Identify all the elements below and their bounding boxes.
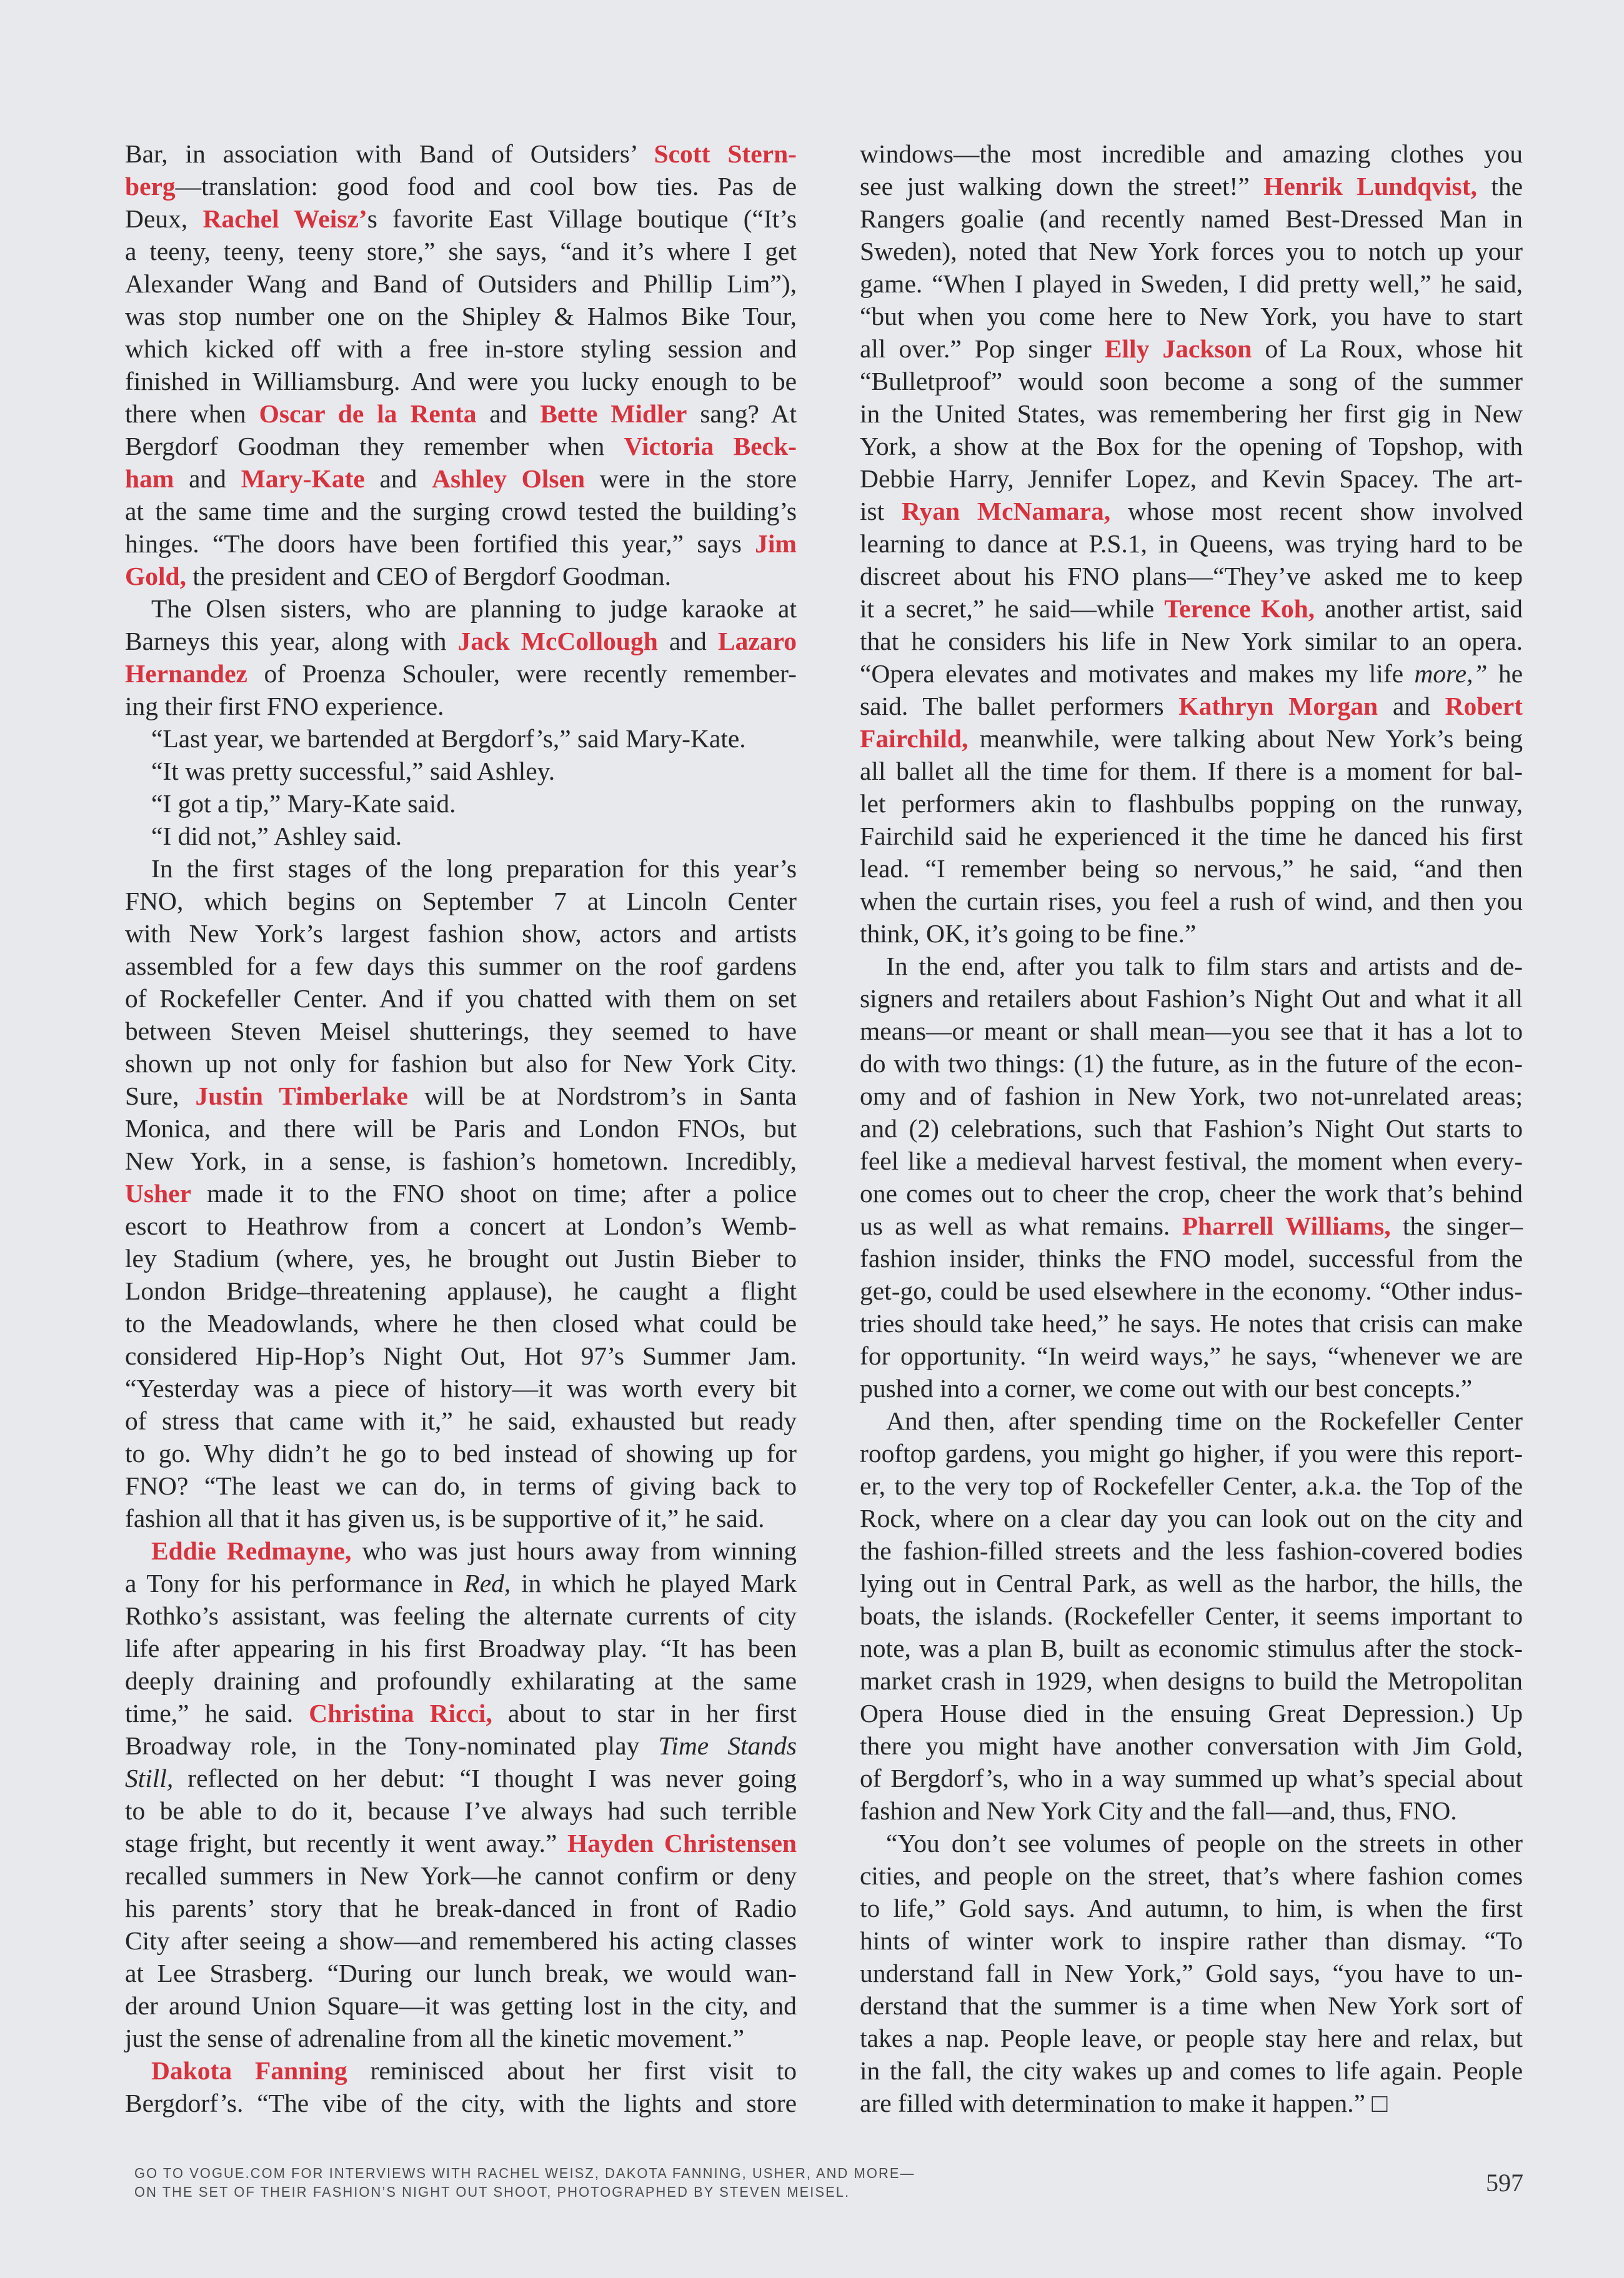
text-line [860, 137, 1523, 170]
body-text: whose most recent show involved [1110, 497, 1523, 525]
highlighted-name: Gold, [125, 562, 187, 590]
text-line [860, 917, 1523, 950]
body-text: “Last year, we bartended at Bergdorf’s,” said Mary-Kate. [151, 724, 746, 753]
text-line [860, 1567, 1523, 1599]
body-text: In the first stages of the long preparation for this year’s [151, 854, 797, 883]
text-line [860, 690, 1523, 722]
highlighted-name: Terence Koh, [1164, 594, 1315, 623]
body-text: there when [125, 399, 259, 428]
text-line [125, 1145, 797, 1177]
body-text: Rock, where on a clear day you can look out on the city and [860, 1504, 1523, 1533]
text-line [860, 170, 1523, 202]
text-line [125, 202, 797, 235]
text-line [860, 2022, 1523, 2054]
text-line [125, 1080, 797, 1112]
highlighted-name: Hayden Christensen [567, 1829, 797, 1858]
text-line [860, 202, 1523, 235]
body-text: at the same time and the surging crowd tested the building’s [125, 497, 797, 525]
text-line [860, 1599, 1523, 1632]
text-line [125, 495, 797, 527]
text-line [860, 1242, 1523, 1275]
body-text: pushed into a corner, we come out with our best concepts.” [860, 1374, 1473, 1403]
text-line [860, 332, 1523, 365]
body-text: Deux, [125, 204, 203, 233]
body-text: to life,” Gold says. And autumn, to him, is when the first [860, 1894, 1523, 1922]
text-line [860, 397, 1523, 430]
body-text: —translation: good food and cool bow ties. Pas de [175, 172, 797, 201]
text-line [125, 592, 797, 625]
body-text: “It was pretty successful,” said Ashley. [151, 757, 555, 785]
text-line [125, 462, 797, 495]
highlighted-name: Kathryn Morgan [1178, 692, 1378, 720]
body-text: the singer– [1390, 1211, 1523, 1240]
text-line [860, 527, 1523, 560]
body-text: will be at Nordstrom’s in Santa [407, 1082, 797, 1110]
body-text: of stress that came with it,” he said, exhausted but ready [125, 1406, 797, 1435]
text-line [125, 1924, 797, 1957]
text-line [125, 1307, 797, 1340]
body-text: all over.” Pop singer [860, 334, 1105, 363]
body-text: derstand that the summer is a time when New York sort of [860, 1991, 1523, 2020]
body-text: New York, in a sense, is fashion’s hometown. Incredibly, [125, 1146, 797, 1175]
text-line [125, 1859, 797, 1892]
text-line [125, 267, 797, 300]
highlighted-name: berg [125, 172, 176, 201]
body-text: boats, the islands. (Rockefeller Center, it seems important to [860, 1601, 1523, 1630]
text-line [125, 722, 797, 755]
body-text: “I got a tip,” Mary-Kate said. [151, 789, 456, 818]
body-text: “I did not,” Ashley said. [151, 822, 402, 850]
text-line [860, 300, 1523, 332]
body-text: shown up not only for fashion but also for New York City. [125, 1049, 797, 1078]
body-text: City after seeing a show—and remembered his acting classes [125, 1926, 797, 1955]
body-text: tries should take heed,” he says. He notes that crisis can make [860, 1309, 1523, 1338]
body-text: Alexander Wang and Band of Outsiders and Phillip Lim”), [125, 269, 797, 298]
text-line [125, 1534, 797, 1567]
body-text: and [364, 464, 432, 493]
body-text: rooftop gardens, you might go higher, if you were this report- [860, 1439, 1523, 1468]
text-line [860, 560, 1523, 592]
highlighted-name: Jack McCollough [457, 627, 658, 655]
text-line [125, 300, 797, 332]
body-text: “You don’t see volumes of people on the streets in other [886, 1829, 1523, 1858]
body-text: means—or meant or shall mean—you see that it has a lot to [860, 1017, 1523, 1045]
body-text: Bergdorf Goodman they remember when [125, 432, 624, 460]
text-line [125, 982, 797, 1015]
text-line [860, 2087, 1523, 2119]
body-text: Sure, [125, 1082, 196, 1110]
text-line [125, 430, 797, 462]
text-line [860, 1859, 1523, 1892]
text-line [125, 1405, 797, 1437]
text-line [860, 885, 1523, 917]
text-line [125, 1697, 797, 1729]
body-text: finished in Williamsburg. And were you lucky enough to be [125, 367, 797, 395]
text-line [860, 625, 1523, 657]
text-line [125, 885, 797, 917]
body-text: recalled summers in New York—he cannot confirm or deny [125, 1861, 797, 1890]
text-line [860, 1924, 1523, 1957]
body-text: for opportunity. “In weird ways,” he says, “whenever we are [860, 1341, 1523, 1370]
body-text: time,” he said. [125, 1699, 309, 1728]
text-line [860, 1080, 1523, 1112]
text-line [860, 1177, 1523, 1210]
text-line [860, 1145, 1523, 1177]
body-text: “Opera elevates and motivates and makes my life [860, 659, 1415, 688]
italic-text: more,” [1414, 659, 1488, 688]
text-line [860, 1892, 1523, 1924]
body-text: The Olsen sisters, who are planning to judge karaoke at [151, 594, 797, 623]
body-text: to go. Why didn’t he go to bed instead of showing up for [125, 1439, 797, 1468]
body-text: meanwhile, were talking about New York’s being [968, 724, 1523, 753]
body-text: to be able to do it, because I’ve always had such terrible [125, 1796, 797, 1825]
text-line [860, 1762, 1523, 1794]
text-line [860, 365, 1523, 397]
body-text: Rangers goalie (and recently named Best-Dressed Man in [860, 204, 1523, 233]
body-text: note, was a plan B, built as economic stimulus after the stock- [860, 1634, 1523, 1663]
highlighted-name: Jim [755, 529, 797, 558]
body-text: er, to the very top of Rockefeller Center, a.k.a. the Top of the [860, 1471, 1523, 1500]
text-line [125, 137, 797, 170]
body-text: fashion insider, thinks the FNO model, successful from the [860, 1244, 1523, 1273]
highlighted-name: Oscar de la Renta [259, 399, 477, 428]
text-line [125, 657, 797, 690]
text-line [860, 1307, 1523, 1340]
text-line [125, 527, 797, 560]
body-text: stage fright, but recently it went away.” [125, 1829, 567, 1858]
footer-credit [134, 2164, 915, 2201]
text-line [125, 2054, 797, 2087]
text-line [860, 1664, 1523, 1697]
body-text: cities, and people on the street, that’s where fashion comes [860, 1861, 1523, 1890]
text-line [860, 820, 1523, 852]
text-line [860, 982, 1523, 1015]
body-text: windows—the most incredible and amazing clothes you [860, 139, 1523, 168]
highlighted-name: Elly Jackson [1104, 334, 1252, 363]
text-line [125, 625, 797, 657]
body-text: and [476, 399, 541, 428]
body-text: takes a nap. People leave, or people stay here and relax, but [860, 2024, 1523, 2052]
body-text: feel like a medieval harvest festival, the moment when every- [860, 1146, 1523, 1175]
text-line [860, 1697, 1523, 1729]
body-text: see just walking down the street!” [860, 172, 1264, 201]
body-text: a teeny, teeny, teeny store,” she says, “and it’s where I get [125, 237, 797, 266]
text-line [125, 787, 797, 820]
highlighted-name: Scott Stern- [654, 139, 797, 168]
body-text: lead. “I remember being so nervous,” he said, “and then [860, 854, 1523, 883]
highlighted-name: Eddie Redmayne, [151, 1536, 352, 1565]
text-line [125, 332, 797, 365]
text-line [860, 267, 1523, 300]
highlighted-name: Hernandez [125, 659, 247, 688]
text-line [125, 170, 797, 202]
body-text: Debbie Harry, Jennifer Lopez, and Kevin Spacey. The art- [860, 464, 1523, 493]
text-line [125, 1502, 797, 1534]
text-line [125, 917, 797, 950]
text-line [125, 950, 797, 982]
body-text: it a secret,” he said—while [860, 594, 1165, 623]
body-text: with New York’s largest fashion show, actors and artists [125, 919, 797, 948]
body-text: were in the store [585, 464, 797, 493]
highlighted-name: Bette Midler [540, 399, 687, 428]
text-line [860, 1794, 1523, 1827]
body-text: and [657, 627, 718, 655]
footer-line: GO TO VOGUE.COM FOR INTERVIEWS WITH RACHEL WEISZ, DAKOTA FANNING, USHER, AND MORE— [134, 2165, 915, 2181]
body-text: hints of winter work to inspire rather than dismay. “To [860, 1926, 1523, 1955]
body-text: Broadway role, in the Tony-nominated play [125, 1731, 659, 1760]
body-text: in the United States, was remembering her first gig in New [860, 399, 1523, 428]
text-line [125, 690, 797, 722]
text-line [125, 1827, 797, 1859]
text-line [125, 1372, 797, 1405]
text-line [125, 1437, 797, 1470]
text-line [125, 1892, 797, 1924]
text-line [125, 365, 797, 397]
body-text: at Lee Strasberg. “During our lunch break, we would wan- [125, 1959, 797, 1987]
text-line [860, 2054, 1523, 2087]
text-line [125, 1599, 797, 1632]
text-line [860, 657, 1523, 690]
text-line [125, 1470, 797, 1502]
text-line [125, 852, 797, 885]
body-text: when the curtain rises, you feel a rush of wind, and then you [860, 887, 1523, 915]
highlighted-name: ham [125, 464, 174, 493]
text-line [125, 1210, 797, 1242]
highlighted-name: Lazaro [717, 627, 797, 655]
body-text: about to star in her first [492, 1699, 797, 1728]
body-text: s favorite East Village boutique (“It’s [367, 204, 797, 233]
body-text: FNO, which begins on September 7 at Lincoln Center [125, 887, 797, 915]
text-line [125, 1762, 797, 1794]
text-line [860, 1470, 1523, 1502]
body-text: in which he played Mark [511, 1569, 797, 1598]
text-line [860, 787, 1523, 820]
highlighted-name: Justin Timberlake [195, 1082, 408, 1110]
body-text: assembled for a few days this summer on the roof gardens [125, 952, 797, 980]
body-text: der around Union Square—it was getting lost in the city, and [125, 1991, 797, 2020]
body-text: market crash in 1929, when designs to build the Metropolitan [860, 1666, 1523, 1695]
text-line [860, 722, 1523, 755]
body-text: to the Meadowlands, where he then closed what could be [125, 1309, 797, 1338]
body-text: another artist, said [1315, 594, 1523, 623]
text-line [860, 462, 1523, 495]
text-line [860, 1632, 1523, 1664]
text-line [125, 397, 797, 430]
body-text: fashion all that it has given us, is be supportive of it,” he said. [125, 1504, 765, 1533]
body-text: Monica, and there will be Paris and London FNOs, but [125, 1114, 797, 1143]
highlighted-name: Rachel Weisz’ [202, 204, 367, 233]
body-text: was stop number one on the Shipley & Halmos Bike Tour, [125, 302, 797, 331]
body-text: ing their first FNO experience. [125, 692, 444, 720]
text-line [860, 1957, 1523, 1989]
text-line [125, 1957, 797, 1989]
text-line [125, 1567, 797, 1599]
text-line [860, 1729, 1523, 1762]
body-text: deeply draining and profoundly exhilarating at the same [125, 1666, 797, 1695]
body-text: the [1477, 172, 1523, 201]
article-column-left [125, 137, 797, 2119]
highlighted-name: Mary-Kate [241, 464, 365, 493]
body-text: get-go, could be used elsewhere in the economy. “Other indus- [860, 1276, 1523, 1305]
body-text: considered Hip-Hop’s Night Out, Hot 97’s Summer Jam. [125, 1341, 797, 1370]
body-text: he [1487, 659, 1523, 688]
body-text: sang? At [687, 399, 797, 428]
body-text: learning to dance at P.S.1, in Queens, was trying hard to be [860, 529, 1523, 558]
body-text: of La Roux, whose hit [1252, 334, 1523, 363]
body-text: reminisced about her first visit to [347, 2056, 797, 2085]
text-line [125, 820, 797, 852]
highlighted-name: Fairchild, [860, 724, 969, 753]
text-line [125, 235, 797, 267]
body-text: understand fall in New York,” Gold says, “you have to un- [860, 1959, 1523, 1987]
text-line [860, 1534, 1523, 1567]
body-text: Sweden), noted that New York forces you to notch up your [860, 237, 1523, 266]
text-line [125, 1242, 797, 1275]
text-line [125, 2087, 797, 2119]
highlighted-name: Robert [1445, 692, 1523, 720]
body-text: us as well as what remains. [860, 1211, 1182, 1240]
text-line [860, 1275, 1523, 1307]
highlighted-name: Ryan McNamara, [902, 497, 1111, 525]
text-line [860, 235, 1523, 267]
body-text: and (2) celebrations, such that Fashion’s Night Out starts to [860, 1114, 1523, 1143]
body-text: of Bergdorf’s, who in a way summed up what’s special about [860, 1764, 1523, 1793]
text-line [125, 1729, 797, 1762]
body-text: discreet about his FNO plans—“They’ve asked me to keep [860, 562, 1523, 590]
text-line [125, 1794, 797, 1827]
highlighted-name: Victoria Beck- [624, 432, 797, 460]
body-text: there you might have another conversation with Jim Gold, [860, 1731, 1523, 1760]
body-text: his parents’ story that he break-danced in front of Radio [125, 1894, 797, 1922]
body-text: one comes out to cheer the crop, cheer the work that’s behind [860, 1179, 1523, 1208]
text-line [860, 755, 1523, 787]
text-line [125, 1047, 797, 1080]
highlighted-name: Dakota Fanning [151, 2056, 347, 2085]
body-text: fashion and New York City and the fall—and, thus, FNO. [860, 1796, 1457, 1825]
text-line [860, 592, 1523, 625]
text-line [860, 1340, 1523, 1372]
text-line [860, 495, 1523, 527]
body-text: lying out in Central Park, as well as the harbor, the hills, the [860, 1569, 1523, 1598]
body-text: ist [860, 497, 902, 525]
text-line [125, 1177, 797, 1210]
body-text: Bar, in association with Band of Outsiders’ [125, 139, 654, 168]
text-line [860, 950, 1523, 982]
text-line [860, 1047, 1523, 1080]
text-line [860, 1827, 1523, 1859]
text-line [860, 1405, 1523, 1437]
body-text: omy and of fashion in New York, two not-unrelated areas; [860, 1082, 1523, 1110]
text-line [125, 1664, 797, 1697]
highlighted-name: Henrik Lundqvist, [1263, 172, 1477, 201]
body-text: York, a show at the Box for the opening of Topshop, with [860, 432, 1523, 460]
text-line [860, 852, 1523, 885]
body-text: Fairchild said he experienced it the time he danced his first [860, 822, 1523, 850]
body-text: Barneys this year, along with [125, 627, 458, 655]
body-text: and [174, 464, 241, 493]
body-text: a Tony for his performance in [125, 1569, 464, 1598]
italic-text: Red, [464, 1569, 511, 1598]
body-text: ley Stadium (where, yes, he brought out Justin Bieber to [125, 1244, 797, 1273]
body-text: think, OK, it’s going to be fine.” [860, 919, 1197, 948]
text-line [860, 1437, 1523, 1470]
body-text: the president and CEO of Bergdorf Goodman. [186, 562, 672, 590]
body-text: hinges. “The doors have been fortified this year,” says [125, 529, 755, 558]
body-text: And then, after spending time on the Rockefeller Center [886, 1406, 1523, 1435]
body-text: Opera House died in the ensuing Great Depression.) Up [860, 1699, 1523, 1728]
body-text: are filled with determination to make it happen.” □ [860, 2089, 1388, 2117]
body-text: just the sense of adrenaline from all the kinetic movement.” [125, 2024, 745, 2052]
italic-text: Still, [125, 1764, 174, 1793]
text-line [125, 2022, 797, 2054]
body-text: who was just hours away from winning [351, 1536, 797, 1565]
body-text: London Bridge–threatening applause), he caught a flight [125, 1276, 797, 1305]
body-text: do with two things: (1) the future, as in the future of the econ- [860, 1049, 1523, 1078]
body-text: of Proenza Schouler, were recently remember- [247, 659, 797, 688]
italic-text: Time Stands [658, 1731, 797, 1760]
highlighted-name: Ashley Olsen [432, 464, 585, 493]
body-text: the fashion-filled streets and the less fashion-covered bodies [860, 1536, 1523, 1565]
body-text: said. The ballet performers [860, 692, 1179, 720]
text-line [860, 430, 1523, 462]
body-text: made it to the FNO shoot on time; after a police [191, 1179, 797, 1208]
body-text: game. “When I played in Sweden, I did pretty well,” he said, [860, 269, 1523, 298]
body-text: In the end, after you talk to film stars and artists and de- [886, 952, 1523, 980]
body-text: Bergdorf’s. “The vibe of the city, with the lights and store [125, 2089, 797, 2117]
body-text: Rothko’s assistant, was feeling the alternate currents of city [125, 1601, 797, 1630]
body-text: life after appearing in his first Broadway play. “It has been [125, 1634, 797, 1663]
body-text: signers and retailers about Fashion’s Night Out and what it all [860, 984, 1523, 1013]
text-line [860, 1015, 1523, 1047]
text-line [125, 560, 797, 592]
body-text: reflected on her debut: “I thought I was never going [173, 1764, 797, 1793]
highlighted-name: Christina Ricci, [309, 1699, 492, 1728]
text-line [860, 1210, 1523, 1242]
text-line [125, 1989, 797, 2022]
body-text: that he considers his life in New York similar to an opera. [860, 627, 1523, 655]
highlighted-name: Pharrell Williams, [1182, 1211, 1391, 1240]
body-text: “but when you come here to New York, you have to start [860, 302, 1523, 331]
text-line [860, 1989, 1523, 2022]
text-line [125, 1632, 797, 1664]
body-text: between Steven Meisel shutterings, they seemed to have [125, 1017, 797, 1045]
body-text: escort to Heathrow from a concert at London’s Wemb- [125, 1211, 797, 1240]
highlighted-name: Usher [125, 1179, 192, 1208]
text-line [125, 755, 797, 787]
body-text: and [1378, 692, 1445, 720]
article-column-right [860, 137, 1523, 2119]
text-line [125, 1015, 797, 1047]
body-text: of Rockefeller Center. And if you chatted with them on set [125, 984, 797, 1013]
text-line [125, 1112, 797, 1145]
text-line [860, 1372, 1523, 1405]
text-line [860, 1112, 1523, 1145]
page-number: 597 [1486, 2169, 1523, 2197]
body-text: let performers akin to flashbulbs popping on the runway, [860, 789, 1523, 818]
footer-line: ON THE SET OF THEIR FASHION’S NIGHT OUT SHOOT, PHOTOGRAPHED BY STEVEN MEISEL. [134, 2184, 850, 2200]
body-text: “Bulletproof” would soon become a song of the summer [860, 367, 1523, 395]
body-text: FNO? “The least we can do, in terms of giving back to [125, 1471, 797, 1500]
body-text: “Yesterday was a piece of history—it was worth every bit [125, 1374, 797, 1403]
text-line [860, 1502, 1523, 1534]
body-text: which kicked off with a free in-store styling session and [125, 334, 797, 363]
text-line [125, 1340, 797, 1372]
text-line [125, 1275, 797, 1307]
body-text: in the fall, the city wakes up and comes to life again. People [860, 2056, 1523, 2085]
body-text: all ballet all the time for them. If there is a moment for bal- [860, 757, 1523, 785]
